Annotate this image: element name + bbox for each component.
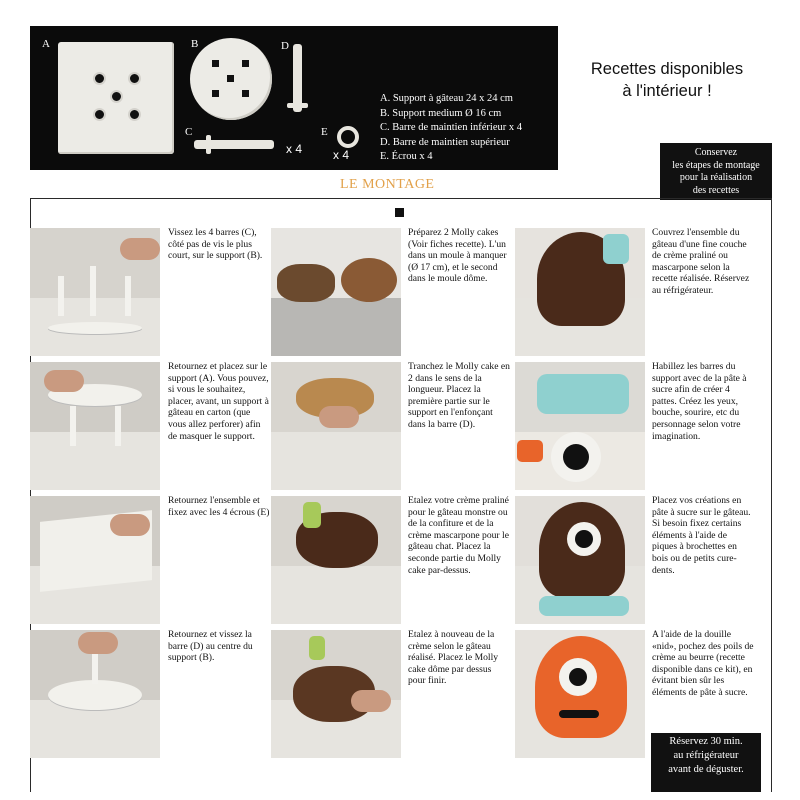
chill-line: au réfrigérateur — [673, 750, 739, 761]
nut-e-image — [337, 126, 359, 148]
step-12-text: A l'aide de la douille «nid», pochez des poils de crème au beurre (recette disponible dans ce kit), en évitant bien sûr les éléments de pâte à sucre. — [652, 629, 754, 698]
step-9-text: Couvrez l'ensemble du gâteau d'une fine couche de crème praliné ou mascarpone selon la recette réalisée. Réservez au réfrigérateur. — [652, 227, 750, 296]
lower-rod-c-image — [194, 140, 274, 149]
step-4-text: Retournez et vissez la barre (D) au centre du support (B). — [168, 629, 253, 664]
chill-line: Réservez 30 min. — [669, 736, 743, 747]
step-5-text: Préparez 2 Molly cakes (Voir fiches recette). L'un dans un moule à manquer (Ø 17 cm), et le second dans le moule dôme. — [408, 227, 507, 285]
parts-list-item: A. Support à gâteau 24 x 24 cm — [380, 93, 513, 104]
step-6-text: Tranchez le Molly cake en 2 dans le sens de la longueur. Placez la première partie sur le support en l'enfonçant dans la barre (D). — [408, 361, 510, 430]
step-7-photo — [271, 496, 401, 624]
part-label-c: C — [185, 126, 193, 138]
step-2-photo — [30, 362, 160, 490]
recipes-line-1: Recettes disponibles — [590, 60, 744, 78]
upper-rod-d-image — [293, 44, 302, 112]
chill-note — [651, 733, 761, 792]
parts-list-item: E. Écrou x 4 — [380, 151, 433, 162]
qty-c: x 4 — [286, 142, 303, 156]
step-10-text: Habillez les barres du support avec de la pâte à sucre afin de créer 4 pattes. Créez les yeux, bouche, sourire, etc du personnage selon votre imagination. — [652, 361, 747, 442]
note-line: pour la réalisation — [679, 172, 753, 183]
step-1-text: Vissez les 4 barres (C), côté pas de vis le plus court, sur le support (B). — [168, 227, 263, 262]
step-2-text: Retournez et placez sur le support (A). Vous pouvez, si vous le souhaitez, placer, avant, un support à gâteau en carton (que vous allez perforer) afin de masquer le support. — [168, 361, 269, 442]
chill-line: avant de déguster. — [668, 764, 744, 775]
recipes-line-2: à l'intérieur ! — [622, 82, 712, 100]
qty-e: x 4 — [333, 148, 350, 162]
recipes-heading — [562, 58, 772, 102]
note-line: Conservez — [694, 147, 738, 158]
parts-list-item: D. Barre de maintien supérieur — [380, 136, 510, 148]
part-label-a: A — [42, 38, 50, 50]
step-8-photo — [271, 630, 401, 758]
montage-title: LE MONTAGE — [340, 177, 435, 192]
parts-list — [380, 92, 522, 165]
step-11-text: Placez vos créations en pâte à sucre sur le gâteau. Si besoin fixez certains éléments à l'aide de piques à brochettes en bois ou de petits cure-dents. — [652, 495, 751, 576]
step-1-photo — [30, 228, 160, 356]
step-3-photo — [30, 496, 160, 624]
keep-instructions-note — [660, 143, 772, 200]
step-6-photo — [271, 362, 401, 490]
step-12-photo — [515, 630, 645, 758]
part-label-d: D — [281, 40, 289, 52]
step-10-photo — [515, 362, 645, 490]
parts-list-item: C. Barre de maintien inférieur x 4 — [380, 122, 522, 133]
step-4-photo — [30, 630, 160, 758]
cake-board-a-image — [58, 42, 174, 154]
parts-list-item: B. Support medium Ø 16 cm — [380, 107, 502, 119]
note-line: les étapes de montage — [672, 159, 760, 171]
step-8-text: Etalez à nouveau de la crème selon le gâteau réalisé. Placez le Molly cake dôme par dessus pour finir. — [408, 629, 499, 687]
step-3-text: Retournez l'ensemble et fixez avec les 4 écrous (E) — [168, 495, 270, 518]
step-5-photo — [271, 228, 401, 356]
step-7-text: Etalez votre crème praliné pour le gâteau monstre ou de la confiture et de la crème mascarpone pour le gâteau chat. Placez la seconde partie du Molly cake par-dessus. — [408, 495, 509, 576]
parts-panel — [30, 26, 558, 170]
note-line: des recettes — [692, 184, 740, 196]
medium-support-b-image — [190, 38, 272, 120]
part-label-e: E — [321, 126, 328, 138]
part-label-b: B — [191, 38, 199, 50]
step-9-photo — [515, 228, 645, 356]
section-marker — [395, 208, 404, 217]
step-11-photo — [515, 496, 645, 624]
